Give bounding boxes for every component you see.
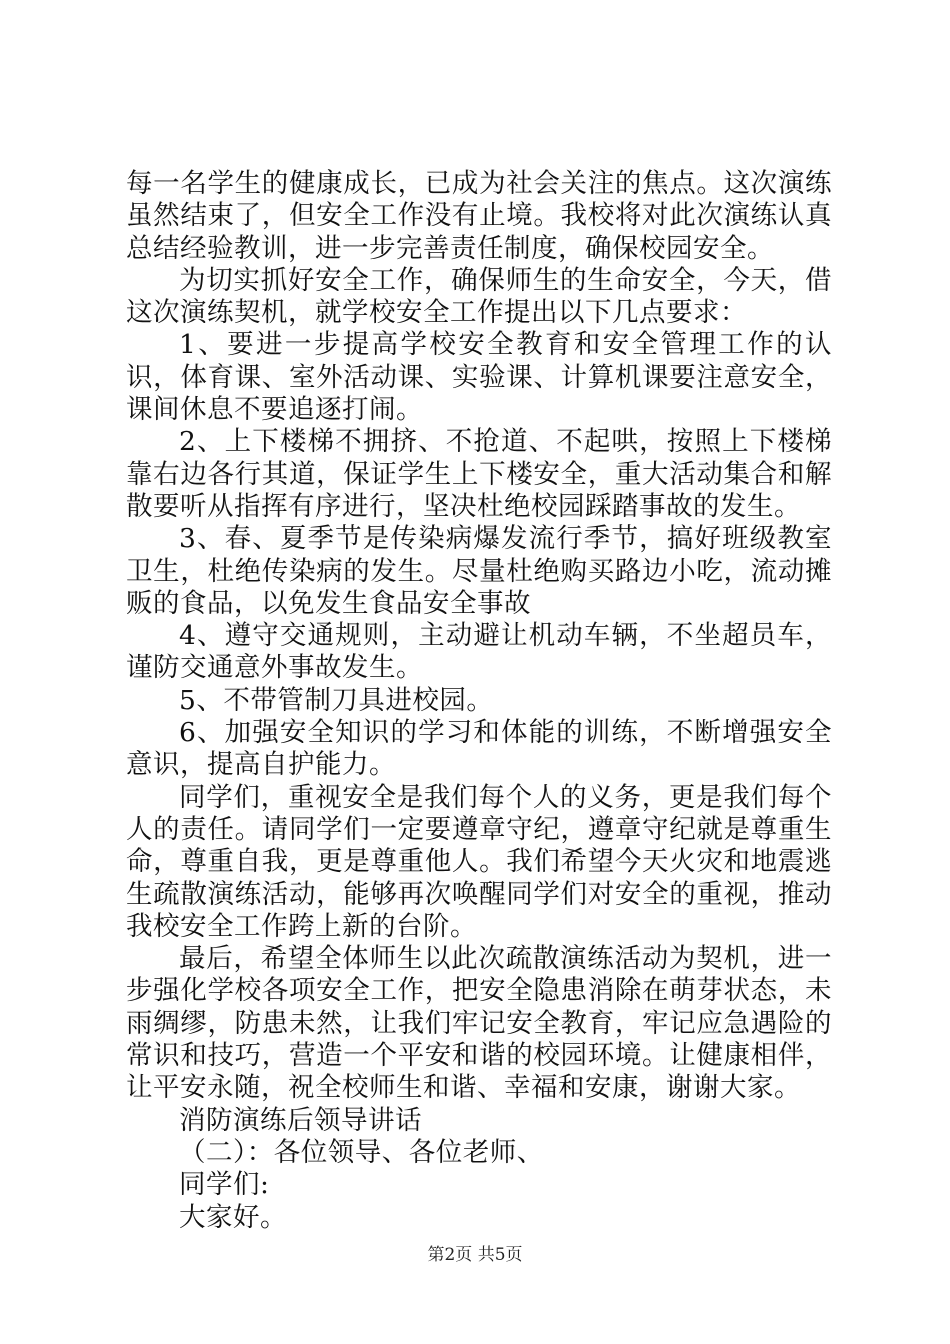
document-body [126, 168, 832, 1234]
paragraph-closing: 最后，希望全体师生以此次疏散演练活动为契机，进一步强化学校各项安全工作，把安全隐患消除在萌芽状态，未雨绸缪，防患未然，让我们牢记安全教育，牢记应急遇险的常识和技巧，营造一个平安和谐的校园环境。让健康相伴，让平安永随，祝全校师生和谐、幸福和安康，谢谢大家。 [126, 943, 832, 1104]
paragraph-intro-continuation: 每一名学生的健康成长，已成为社会关注的焦点。这次演练虽然结束了，但安全工作没有止境。我校将对此次演练认真总结经验教训，进一步完善责任制度，确保校园安全。 [126, 168, 832, 264]
section-heading: 消防演练后领导讲话 [179, 1104, 422, 1136]
requirement-item-4: 4、遵守交通规则，主动避让机动车辆，不坐超员车，谨防交通意外事故发生。 [126, 620, 832, 684]
requirement-item-2: 2、上下楼梯不拥挤、不抢道、不起哄，按照上下楼梯靠右边各行其道，保证学生上下楼安全，重大活动集合和解散要听从指挥有序进行，坚决杜绝校园踩踏事故的发生。 [126, 426, 832, 522]
requirement-item-3: 3、春、夏季节是传染病爆发流行季节，搞好班级教室卫生，杜绝传染病的发生。尽量杜绝购买路边小吃，流动摊贩的食品，以免发生食品安全事故 [126, 523, 832, 619]
greeting: 大家好。 [179, 1201, 287, 1233]
paragraph-students-responsibility: 同学们，重视安全是我们每个人的义务，更是我们每个人的责任。请同学们一定要遵章守纪，遵章守纪就是尊重生命，尊重自我，更是尊重他人。我们希望今天火灾和地震逃生疏散演练活动，能够再次唤醒同学们对安全的重视，推动我校安全工作跨上新的台阶。 [126, 781, 832, 942]
requirement-item-6: 6、加强安全知识的学习和体能的训练，不断增强安全意识，提高自护能力。 [126, 717, 832, 781]
salutation-leaders: （二）：各位领导、各位老师、 [179, 1136, 544, 1168]
paragraph-requirements-intro: 为切实抓好安全工作，确保师生的生命安全，今天，借这次演练契机，就学校安全工作提出以下几点要求： [126, 264, 832, 329]
page-number-footer: 第2页 共5页 [427, 1245, 523, 1265]
requirement-item-5: 5、不带管制刀具进校园。 [179, 684, 494, 716]
salutation-students: 同学们: [179, 1169, 270, 1201]
requirement-item-1: 1、要进一步提高学校安全教育和安全管理工作的认识，体育课、室外活动课、实验课、计算机课要注意安全，课间休息不要追逐打闹。 [126, 329, 832, 426]
